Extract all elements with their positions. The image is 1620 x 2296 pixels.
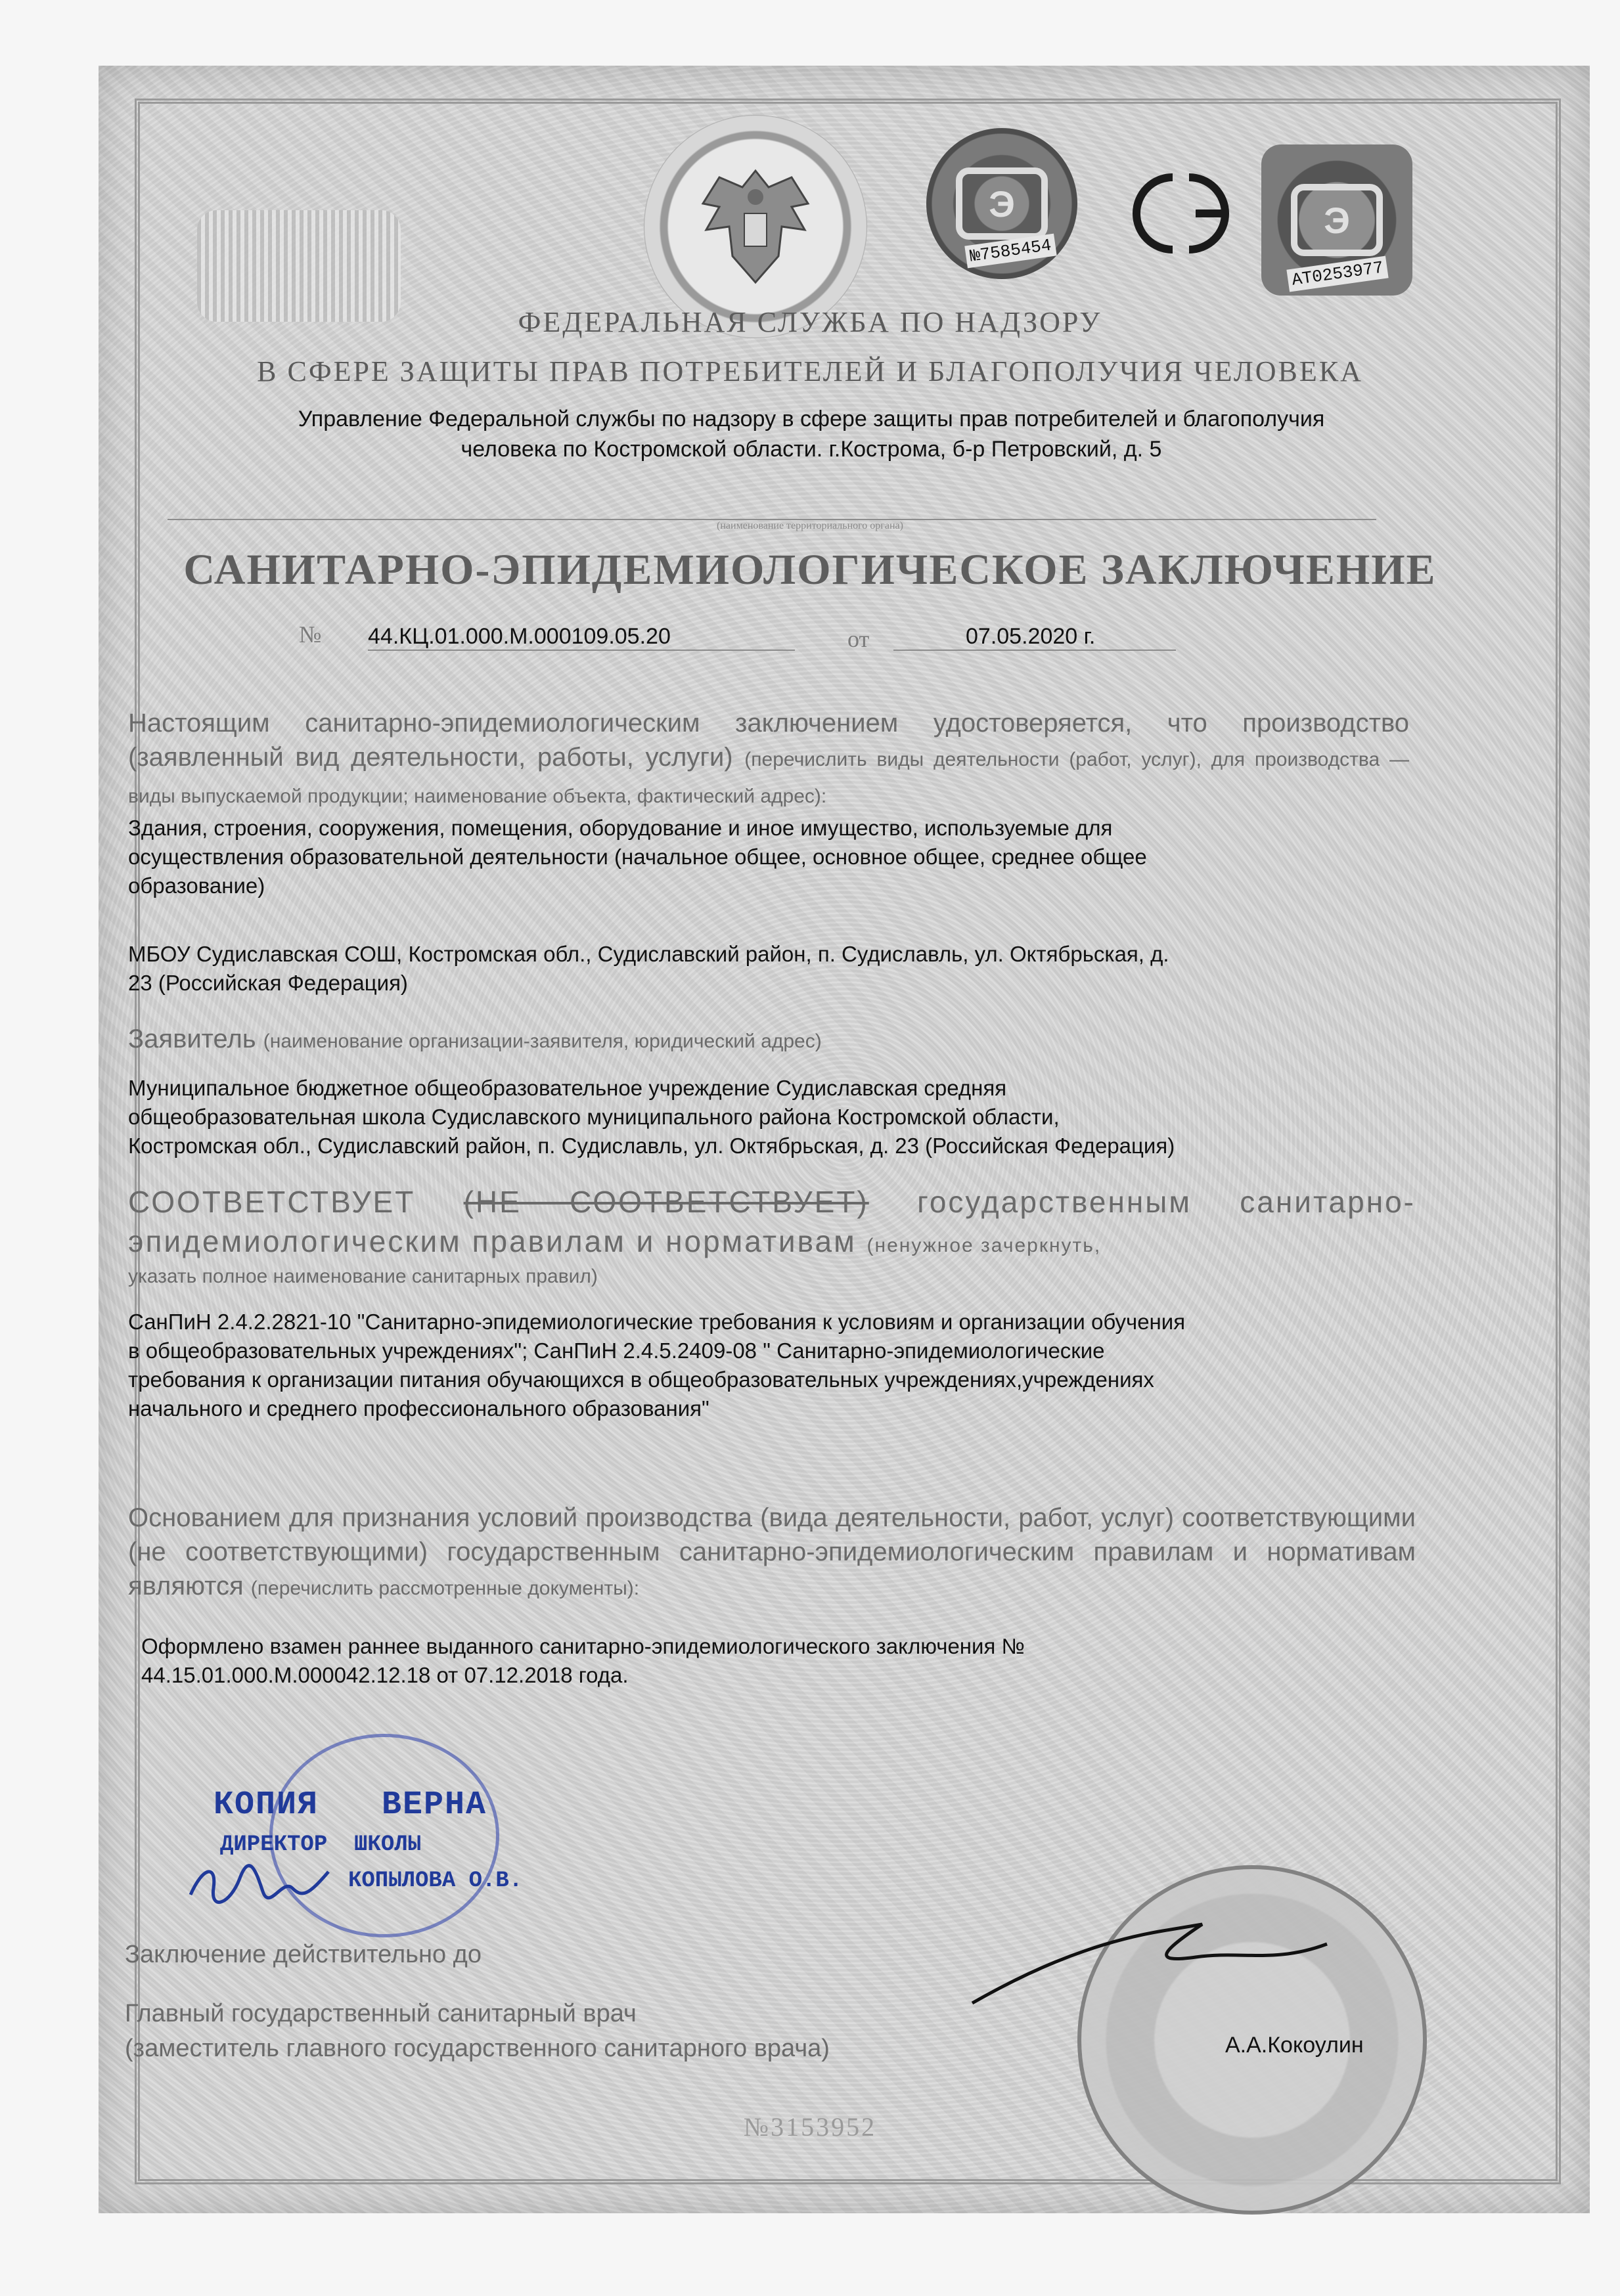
- copy-verified-stamp: [177, 1734, 552, 1957]
- coat-of-arms-emblem: [644, 115, 867, 338]
- agency-line-2: В СФЕРЕ ЗАЩИТЫ ПРАВ ПОТРЕБИТЕЛЕЙ И БЛАГОПОЛУЧИЯ ЧЕЛОВЕКА: [257, 355, 1363, 387]
- department-line-2: человека по Костромской области. г.Кострома, б-р Петровский, д. 5: [461, 437, 1162, 462]
- double-headed-eagle-icon: [693, 158, 818, 296]
- header-rule-caption: (наименование территориального органа): [717, 520, 903, 531]
- document-number: 44.КЦ.01.000.М.000109.05.20: [368, 624, 795, 651]
- applicant-hint: (наименование организации-заявителя, юридический адрес): [263, 1030, 822, 1052]
- activity-value: Здания, строения, сооружения, помещения, оборудование и иное имущество, используемые для осуществления образовательной деятельности (начальное общее, основное общее, среднее общее образование): [128, 816, 1147, 898]
- director-line: ДИРЕКТОР ШКОЛЫ: [220, 1832, 422, 1857]
- date-label: от: [847, 626, 870, 652]
- hologram-number: AT0253977: [1286, 256, 1389, 292]
- basis-hint: (перечислить рассмотренные документы):: [250, 1578, 640, 1599]
- hologram-right: [1261, 144, 1412, 296]
- director-name: КОПЫЛОВА О.В.: [348, 1868, 523, 1893]
- activity-section: [128, 706, 1409, 998]
- applicant-section: [128, 1025, 1429, 1160]
- document-title: САНИТАРНО-ЭПИДЕМИОЛОГИЧЕСКОЕ ЗАКЛЮЧЕНИЕ: [183, 546, 1437, 594]
- sanitary-seal-icon: Э: [1291, 184, 1383, 256]
- signer-title-2: (заместитель главного государственного санитарного врача): [125, 2035, 830, 2062]
- agency-line-1: ФЕДЕРАЛЬНАЯ СЛУЖБА ПО НАДЗОРУ: [518, 306, 1102, 338]
- director-signature: [177, 1859, 348, 1911]
- signer-title-1: Главный государственный санитарный врач: [125, 2000, 637, 2027]
- certification-mark: [1110, 161, 1255, 266]
- number-label: №: [299, 621, 322, 648]
- signer-name: А.А.Кокоулин: [1225, 2033, 1364, 2058]
- department-name: [197, 404, 1426, 464]
- activity-lead: Настоящим санитарно-эпидемиологическим заключением удостоверяется, что производство (заявленный вид деятельности, работы, услуги) (перечислить виды деятельности (работ, услуг), для производства — виды выпускаемой продукции; наименование объекта, фактический адрес):: [128, 709, 1410, 807]
- sanitary-rules-list: СанПиН 2.4.2.2821-10 "Санитарно-эпидемиологические требования к условиям и организации обучения в общеобразовательных учреждениях"; СанПиН 2.4.5.2409-08 " Санитарно-эпидемиологические требования к организации питания обучающихся в общеобразовательных учреждениях,учреждениях начального и среднего профессионального образования": [128, 1310, 1186, 1421]
- conformity-section: [128, 1182, 1416, 1423]
- applicant-label-row: [128, 1025, 1429, 1054]
- applicant-value: Муниципальное бюджетное общеобразовательное учреждение Судиславская средняя общеобразовательная школа Судиславского муниципального района Костромской области, Костромская обл., Судиславский район, п. Судиславль, ул. Октябрьская, д. 23 (Российская Федерация): [128, 1076, 1175, 1158]
- basis-lead: Основанием для признания условий производства (вида деятельности, работ, услуг) соответствующими (не соответствующими) государственным санитарно-эпидемиологическим правилам и нормативам являются (перечислить рассмотренные документы):: [128, 1503, 1416, 1601]
- object-address: МБОУ Судиславская СОШ, Костромская обл., Судиславский район, п. Судиславль, ул. Октябрьская, д. 23 (Российская Федерация): [128, 942, 1169, 995]
- document-date: 07.05.2020 г.: [893, 624, 1176, 651]
- chief-doctor-signature: [966, 1905, 1334, 2016]
- form-serial-number: №3153952: [743, 2112, 877, 2142]
- conformity-statement: СООТВЕТСТВУЕТ (НЕ СООТВЕТСТВУЕТ) государственным санитарно- эпидемиологическим правилам и нормативам (ненужное зачеркнуть,: [128, 1185, 1416, 1258]
- sanitary-seal-icon: Э: [956, 167, 1048, 240]
- conformity-hint: (ненужное зачеркнуть,: [866, 1235, 1102, 1256]
- activity-hint: (перечислить виды деятельности (работ, услуг), для производства — виды выпускаемой продукции; наименование объекта, фактический адрес):: [128, 749, 1410, 807]
- applicant-label: Заявитель: [128, 1025, 256, 1053]
- conformity-hint-2: указать полное наименование санитарных правил): [128, 1266, 598, 1287]
- basis-section: [128, 1501, 1416, 1690]
- validity-label: Заключение действительно до: [125, 1941, 482, 1968]
- basis-value: Оформлено взамен раннее выданного санитарно-эпидемиологического заключения № 44.15.01.000.М.000042.12.18 от 07.12.2018 года.: [141, 1634, 1025, 1687]
- hologram-left: [926, 128, 1077, 279]
- se-mark-icon: [1110, 161, 1255, 266]
- department-line-1: Управление Федеральной службы по надзору в сфере защиты прав потребителей и благополучия: [298, 407, 1325, 431]
- hologram-number: №7585454: [964, 234, 1056, 269]
- conforms-word: СООТВЕТСТВУЕТ: [128, 1185, 416, 1219]
- copy-verified-line: КОПИЯ ВЕРНА: [214, 1786, 487, 1824]
- not-conforms-word: (НЕ СООТВЕТСТВУЕТ): [463, 1185, 869, 1219]
